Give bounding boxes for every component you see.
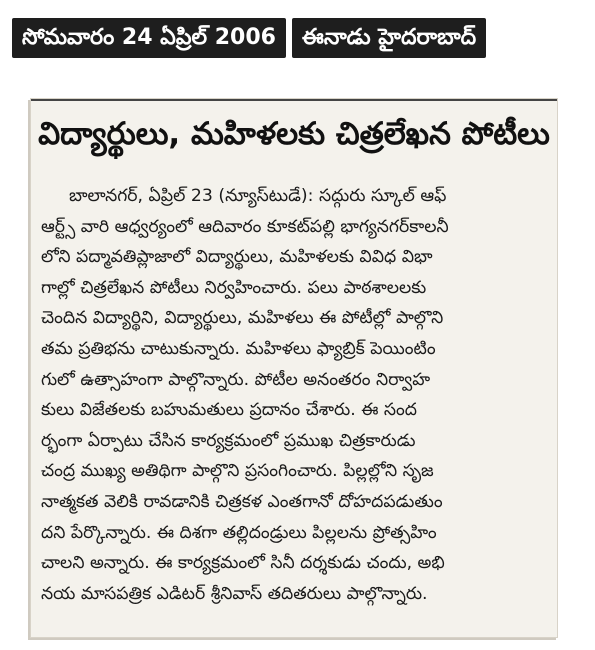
article-line: గులో ఉత్సాహంగా పాల్గొన్నారు. పోటీల అనంతరం నిర్వాహ bbox=[41, 369, 431, 390]
top-rule bbox=[31, 99, 557, 101]
article-line: ఆర్ట్స్ వారి ఆధ్వర్యంలో ఆదివారం కూకట్‌పల్లి భాగ్యనగర్‌కాలనీ bbox=[41, 216, 449, 237]
article-line: లోని పద్మావతిప్లాజాలో విద్యార్థులు, మహిళలకు వివిధ విభా bbox=[41, 247, 433, 268]
newspaper-name: ఈనాడు హైదరాబాద్ bbox=[292, 18, 486, 58]
article-line: గాల్లో చిత్రలేఖన పోటీలు నిర్వహించారు. పలు పాఠశాలలకు bbox=[41, 277, 427, 298]
article-line: చంద్ర ముఖ్య అతిథిగా పాల్గొని ప్రసంగించారు. పిల్లల్లోని సృజ bbox=[41, 461, 434, 482]
article-line: చాలని అన్నారు. ఈ కార్యక్రమంలో సినీ దర్శకుడు చందు, అభి bbox=[41, 553, 445, 574]
publication-date: సోమవారం 24 ఏప్రిల్ 2006 bbox=[12, 18, 286, 58]
news-clipping bbox=[30, 98, 558, 638]
article-line: నయ మాసపత్రిక ఎడిటర్ శ్రీనివాస్ తదితరులు పాల్గొన్నారు. bbox=[41, 583, 428, 604]
article-line: చెందిన విద్యార్థిని, విద్యార్థులు, మహిళలు ఈ పోటీల్లో పాల్గొని bbox=[41, 308, 444, 329]
dateline-banner bbox=[12, 18, 486, 58]
article-line: బాలానగర్, ఏప్రిల్ 23 (న్యూస్‌టుడే): సద్గురు స్కూల్ ఆఫ్ bbox=[69, 186, 447, 206]
article-line: నాత్మకత వెలికి రావడానికి చిత్రకళ ఎంతగానో దోహదపడుతుం bbox=[41, 491, 443, 512]
article-headline: విద్యార్థులు, మహిళలకు చిత్రలేఖన పోటీలు bbox=[38, 116, 550, 152]
article-line: తమ ప్రతిభను చాటుకున్నారు. మహిళలు ఫ్యాబ్రిక్ పెయింటిం bbox=[41, 338, 436, 359]
article-line: దని పేర్కొన్నారు. ఈ దిశగా తల్లిదండ్రులు పిల్లలను ప్రోత్సహిం bbox=[41, 522, 437, 543]
article-body bbox=[41, 181, 549, 609]
article-line: కులు విజేతలకు బహుమతులు ప్రదానం చేశారు. ఈ సంద bbox=[41, 400, 417, 421]
article-line: ర్భంగా ఏర్పాటు చేసిన కార్యక్రమంలో ప్రముఖ చిత్రకారుడు bbox=[41, 430, 416, 451]
